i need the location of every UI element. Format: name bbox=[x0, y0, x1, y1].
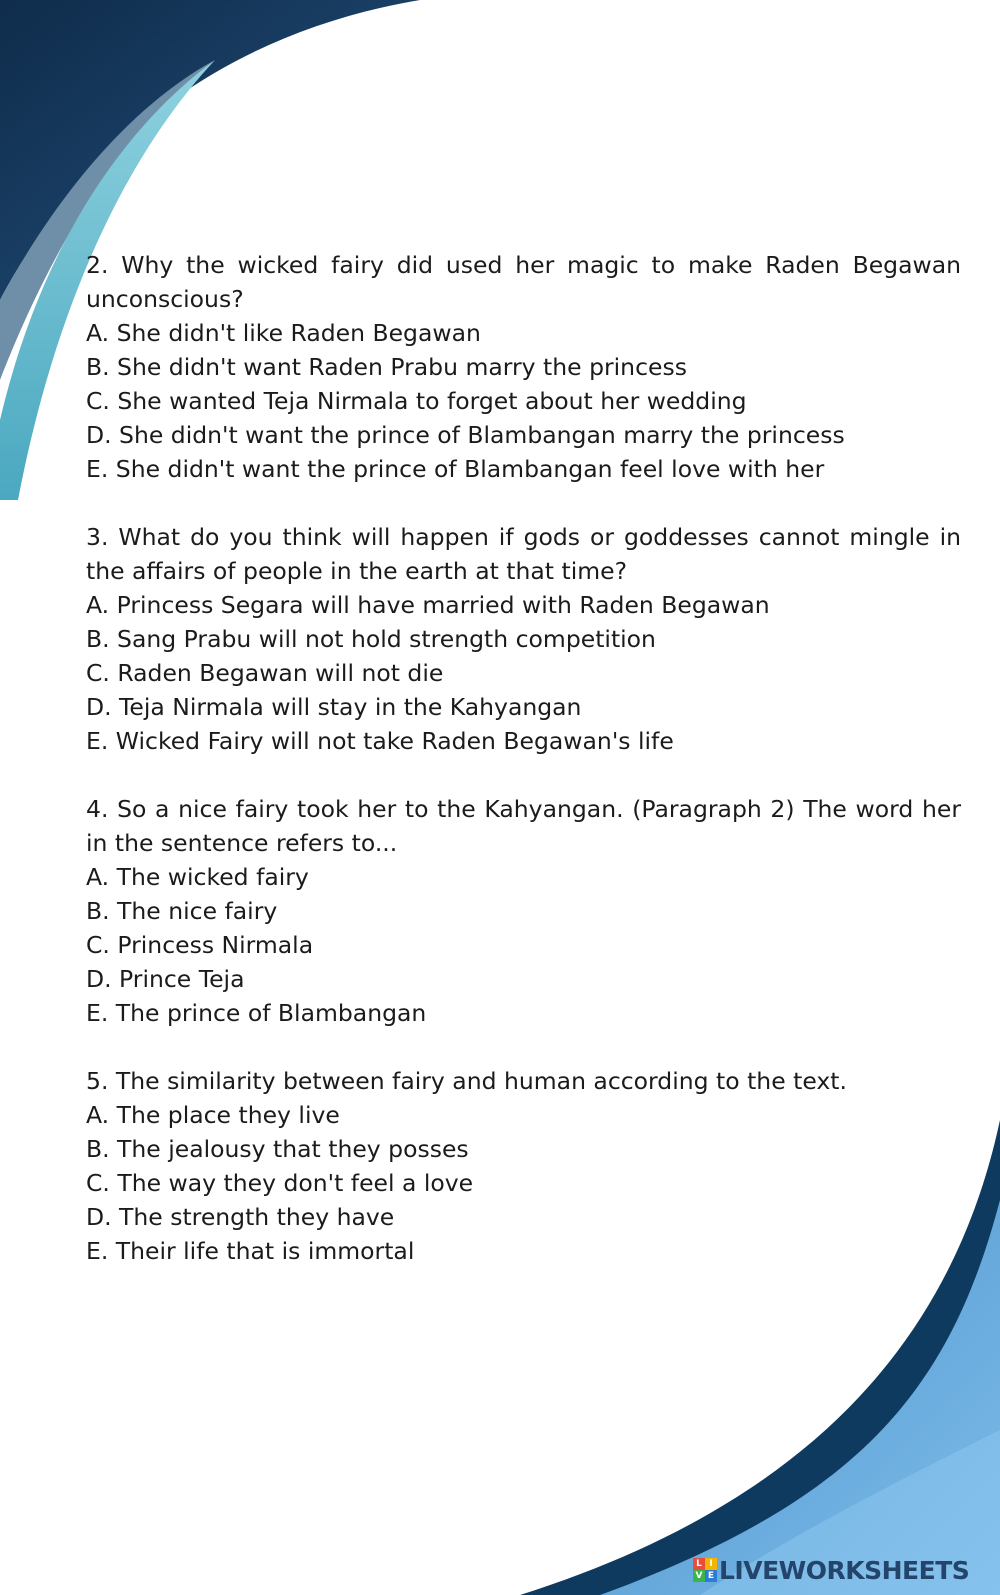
option-d: D. The strength they have bbox=[86, 1203, 395, 1231]
option-d: D. Prince Teja bbox=[86, 965, 245, 993]
option-b: B. The nice fairy bbox=[86, 897, 278, 925]
worksheet-content bbox=[86, 248, 961, 1302]
option-a: A. The wicked fairy bbox=[86, 863, 309, 891]
option-c: C. The way they don't feel a love bbox=[86, 1169, 474, 1197]
option-c: C. Raden Begawan will not die bbox=[86, 659, 444, 687]
question-5 bbox=[86, 1064, 961, 1268]
option-b: B. She didn't want Raden Prabu marry the princess bbox=[86, 353, 687, 381]
liveworksheets-wordmark: LIVEWORKSHEETS bbox=[719, 1555, 970, 1585]
option-e: E. Wicked Fairy will not take Raden Begawan's life bbox=[86, 727, 674, 755]
live-badge-icon bbox=[693, 1558, 717, 1582]
option-d: D. She didn't want the prince of Blambangan marry the princess bbox=[86, 421, 845, 449]
option-a: A. Princess Segara will have married with Raden Begawan bbox=[86, 591, 770, 619]
question-text: 3. What do you think will happen if gods or goddesses cannot mingle in the affairs of people in the earth at that time? bbox=[86, 523, 961, 585]
option-e: E. The prince of Blambangan bbox=[86, 999, 427, 1027]
badge-letter-i: I bbox=[705, 1558, 717, 1570]
question-2 bbox=[86, 248, 961, 486]
badge-letter-e: E bbox=[705, 1570, 717, 1582]
option-b: B. Sang Prabu will not hold strength competition bbox=[86, 625, 656, 653]
option-e: E. Their life that is immortal bbox=[86, 1237, 415, 1265]
option-b: B. The jealousy that they posses bbox=[86, 1135, 469, 1163]
option-a: A. The place they live bbox=[86, 1101, 340, 1129]
question-text: 4. So a nice fairy took her to the Kahyangan. (Paragraph 2) The word her in the sentence refers to... bbox=[86, 795, 961, 857]
option-d: D. Teja Nirmala will stay in the Kahyangan bbox=[86, 693, 582, 721]
question-text: 2. Why the wicked fairy did used her magic to make Raden Begawan unconscious? bbox=[86, 251, 961, 313]
liveworksheets-logo bbox=[693, 1555, 969, 1585]
option-c: C. She wanted Teja Nirmala to forget about her wedding bbox=[86, 387, 747, 415]
question-4 bbox=[86, 792, 961, 1030]
option-e: E. She didn't want the prince of Blambangan feel love with her bbox=[86, 455, 825, 483]
option-c: C. Princess Nirmala bbox=[86, 931, 314, 959]
option-a: A. She didn't like Raden Begawan bbox=[86, 319, 481, 347]
question-text: 5. The similarity between fairy and human according to the text. bbox=[86, 1067, 847, 1095]
badge-letter-v: V bbox=[693, 1570, 705, 1582]
badge-letter-l: L bbox=[693, 1558, 705, 1570]
question-3 bbox=[86, 520, 961, 758]
